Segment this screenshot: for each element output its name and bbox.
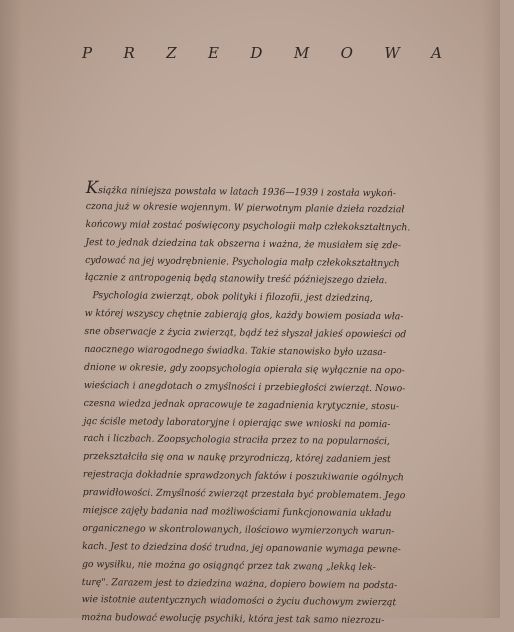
text-line: rejestracja dokładnie sprawdzonych faktów i poszukiwanie ogólnych [82,469,404,484]
text-line: cydować na jej wyodrębnienie. Psychologia małp człekokształtnych [85,254,400,269]
heading-letter: R [123,44,135,62]
text-line: sne obserwacje z życia zwierząt, bądź też słyszał jakieś opowieści od [84,326,407,341]
text-line: jąc ściśle metody laboratoryjne i opierając swe wnioski na pomia- [83,415,391,430]
text-line: kach. Jest to dziedzina dość trudna, jej opanowanie wymaga pewne- [82,540,401,556]
heading-letter: O [340,44,353,62]
text-line: rach i liczbach. Zoopsychologia straciła przez to na popularności, [83,433,390,448]
text-line: dnione w okresie, gdy zoopsychologia opierała się wyłącznie na opo- [83,361,405,377]
text-line: w której wszyscy chętnie zabierają głos, każdy bowiem posiada wła- [84,308,404,323]
text-line: Jest to jednak dziedzina tak obszerna i ważna, że musiałem się zde- [85,236,402,251]
heading-letter: A [431,44,442,62]
section-heading [82,44,442,62]
heading-letter: M [293,44,310,62]
text-line: miejsce zajęły badania nad możliwościami funkcjonowania układu [82,505,392,520]
text-line: organicznego w skontrolowanych, ilościowo wymierzonych warun- [82,522,395,538]
page-gutter-shadow [0,0,22,618]
text-line-content: siążka niniejsza powstała w latach 1936—1939 i została wykoń- [98,185,397,200]
text-line: łącznie z antropogenią będą stanowiły treść późniejszego dzieła. [84,272,388,287]
text-line: końcowy miał zostać poświęcony psychologii małp człekokształtnych. [85,218,411,234]
text-line: naocznego wiarogodnego świadka. Takie stanowisko było uzasa- [84,344,387,359]
heading-letter: D [250,44,263,62]
text-line: czona już w okresie wojennym. W pierwotnym planie dzieła rozdział [85,200,405,216]
drop-cap: K [85,178,99,199]
heading-letter: E [208,44,219,62]
heading-letter: W [384,44,400,62]
text-line: przekształciła się ona w naukę przyrodniczą, której zadaniem jest [83,451,391,466]
text-line: go wysiłku, nie można go osiągnąć przez tak zwaną „lekką lek- [81,558,376,573]
text-line: wieściach i anegdotach o zmyślności i przebiegłości zwierząt. Nowo- [83,379,406,395]
heading-letter: Z [166,44,177,62]
text-line: turę". Zarazem jest to dziedzina ważna, dopiero bowiem na podsta- [81,576,398,591]
text-line: czesna wiedza jednak opracowuje te zagadnienia krytycznie, stosu- [83,397,400,412]
body-text [81,180,514,632]
text-line: Psychologia zwierząt, obok polityki i filozofii, jest dziedziną, [92,290,373,305]
text-line: można budować ewolucję psychiki, która jest tak samo niezrozu- [81,612,385,627]
text-line: prawidłowości. Zmyślność zwierząt przestała być problematem. Jego [82,487,406,502]
heading-letter: P [82,44,93,62]
text-line: wie istotnie autentycznych wiadomości o życiu duchowym zwierząt [81,594,397,609]
